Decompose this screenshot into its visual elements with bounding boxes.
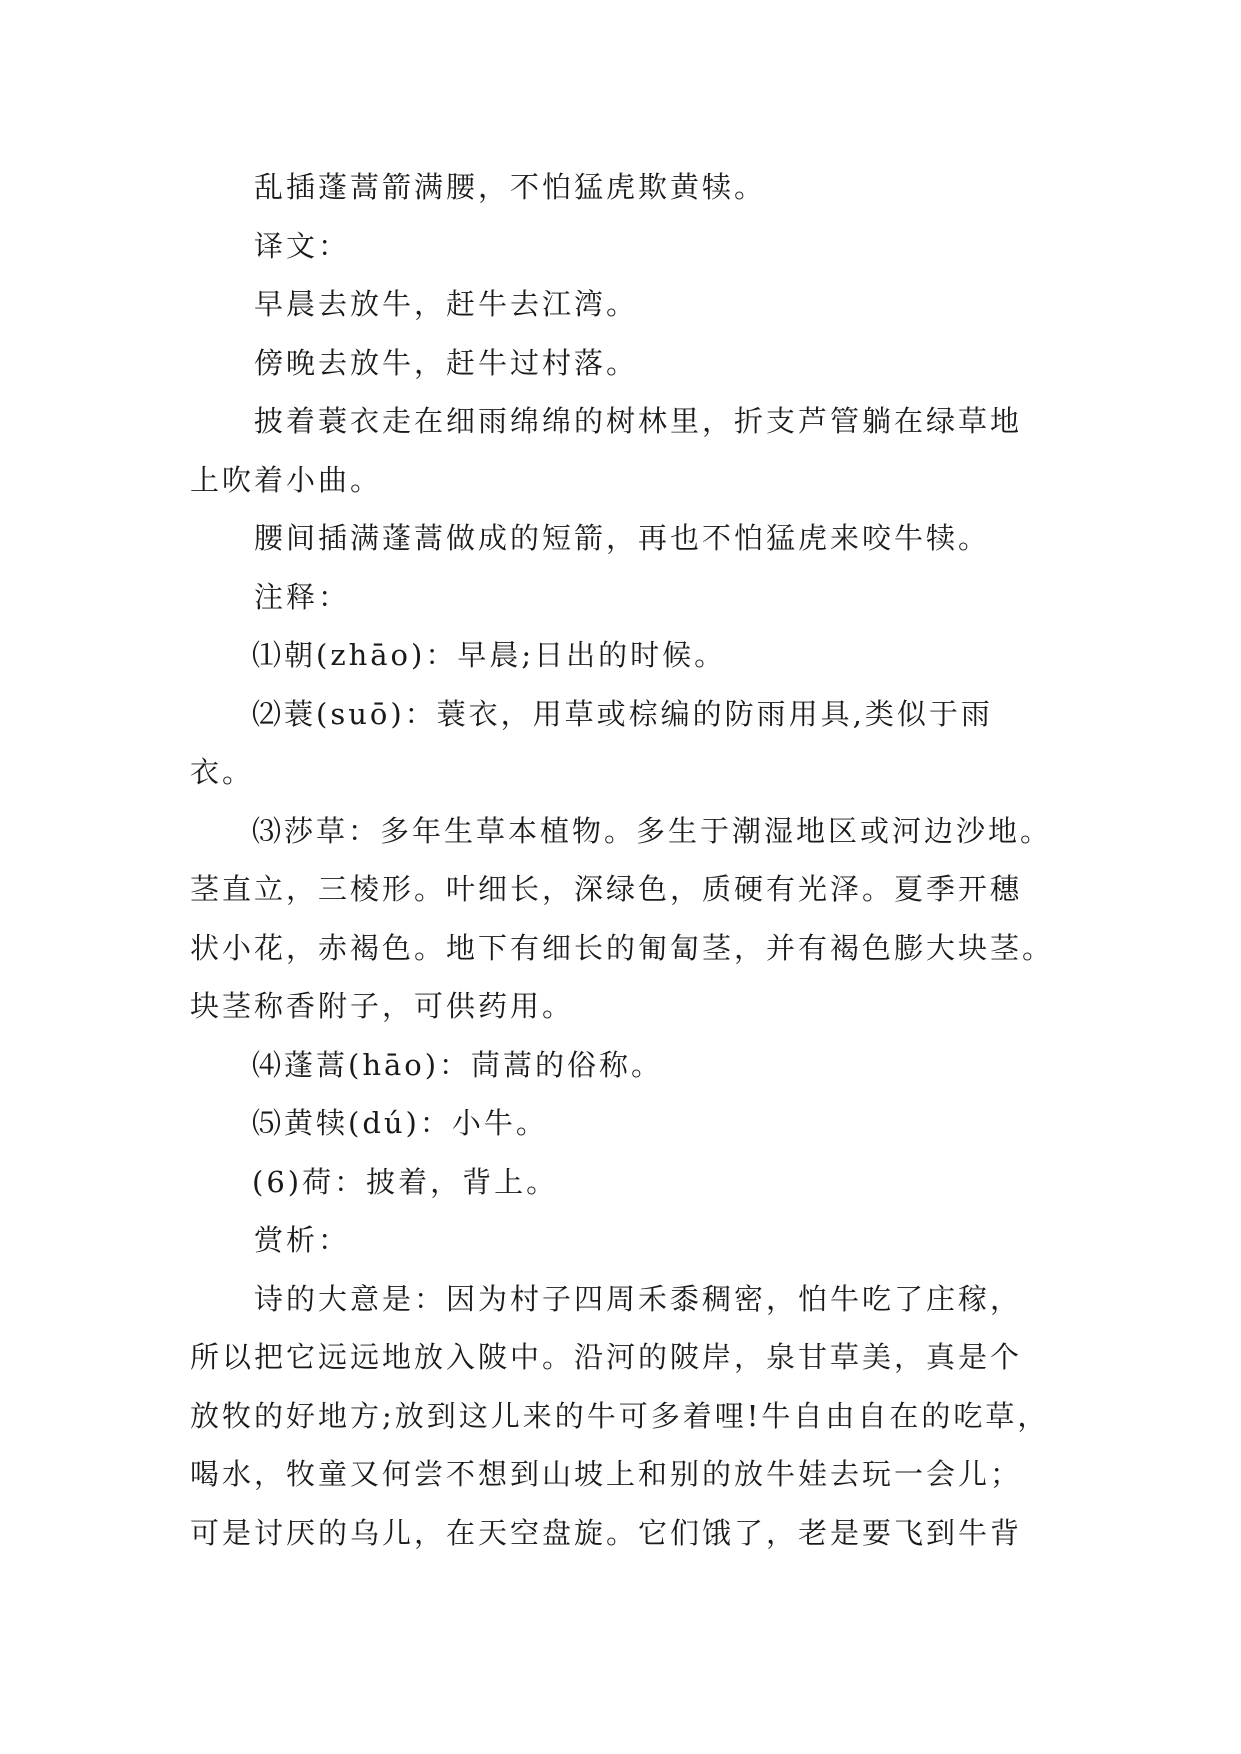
translation-line: 傍晚去放牛，赶牛过村落。 bbox=[254, 345, 639, 380]
note-item: ⑵蓑(suō)：蓑衣，用草或棕编的防雨用具,类似于雨 bbox=[252, 696, 993, 731]
appreciation-heading: 赏析： bbox=[254, 1223, 351, 1257]
note-item: (6)荷：披着，背上。 bbox=[252, 1164, 559, 1199]
notes-heading: 注释： bbox=[254, 579, 351, 614]
translation-line: 披着蓑衣走在细雨绵绵的树林里，折支芦管躺在绿草地 bbox=[254, 404, 1023, 438]
appreciation-line: 所以把它远远地放入陂中。沿河的陂岸，泉甘草美，真是个 bbox=[190, 1340, 1023, 1374]
appreciation-line: 可是讨厌的乌儿，在天空盘旋。它们饿了，老是要飞到牛背 bbox=[190, 1515, 1023, 1550]
note-item: 状小花，赤褐色。地下有细长的匍匐茎，并有褐色膨大块茎。 bbox=[190, 930, 1055, 965]
appreciation-line: 诗的大意是：因为村子四周禾黍稠密，怕牛吃了庄稼， bbox=[254, 1281, 1023, 1316]
document-page bbox=[190, 158, 1055, 1562]
translation-line: 早晨去放牛，赶牛去江湾。 bbox=[254, 287, 639, 321]
appreciation-line: 放牧的好地方;放到这儿来的牛可多着哩!牛自由自在的吃草， bbox=[190, 1398, 1050, 1433]
poem-line: 乱插蓬蒿箭满腰，不怕猛虎欺黄犊。 bbox=[254, 170, 767, 204]
note-item: ⑴朝(zhāo)：早晨;日出的时候。 bbox=[252, 638, 727, 672]
note-item: 块茎称香附子，可供药用。 bbox=[190, 989, 575, 1023]
note-item: ⑶莎草：多年生草本植物。多生于潮湿地区或河边沙地。 bbox=[252, 813, 1053, 848]
translation-line: 腰间插满蓬蒿做成的短箭，再也不怕猛虎来咬牛犊。 bbox=[254, 521, 991, 555]
note-item: ⑷蓬蒿(hāo)：茼蒿的俗称。 bbox=[252, 1047, 664, 1082]
translation-heading: 译文： bbox=[254, 228, 351, 263]
appreciation-line: 喝水，牧童又何尝不想到山坡上和别的放牛娃去玩一会儿； bbox=[190, 1457, 1023, 1491]
translation-line: 上吹着小曲。 bbox=[190, 462, 383, 497]
note-item: 衣。 bbox=[190, 755, 255, 789]
note-item: ⑸黄犊(dú)：小牛。 bbox=[252, 1106, 548, 1140]
note-item: 茎直立，三棱形。叶细长，深绿色，质硬有光泽。夏季开穗 bbox=[190, 872, 1023, 906]
